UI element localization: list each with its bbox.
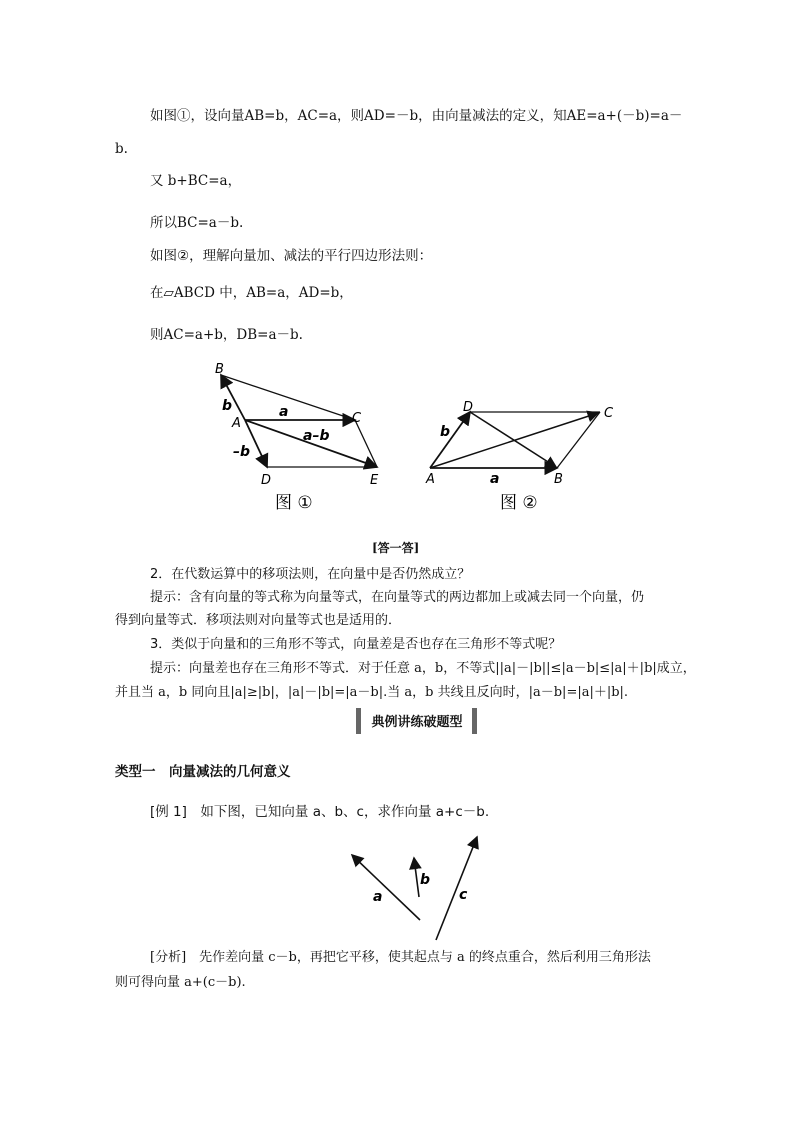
- vector-b: [414, 858, 419, 897]
- label-a: a: [373, 889, 383, 905]
- paragraph-abcd: 在▱ABCD 中，AB=a，AD=b，: [150, 285, 353, 301]
- label-a: a: [279, 404, 289, 420]
- label-b: b: [420, 872, 431, 888]
- caption-fig1: 图 ①: [275, 493, 313, 513]
- paragraph-fig1-intro-cont: b.: [115, 141, 128, 157]
- label-b: b: [222, 398, 233, 414]
- segment-bc: [557, 412, 600, 468]
- point-C: C: [604, 406, 614, 421]
- type-heading: 类型一 向量减法的几何意义: [115, 764, 291, 780]
- point-C: C: [352, 411, 362, 426]
- paragraph-so-bc: 所以BC=a－b.: [150, 215, 244, 231]
- figure-2: [420, 395, 630, 515]
- hint-3-line2: 并且当 a，b 同向且|a|≥|b|，|a|－|b|=|a－b|.当 a，b 共线且反向时，|a－b|=|a|＋|b|.: [115, 685, 629, 700]
- banner-right-bar: [472, 708, 477, 734]
- point-B: B: [554, 472, 563, 487]
- point-D: D: [463, 400, 474, 415]
- hint-2-line1: 提示：含有向量的等式称为向量等式，在向量等式的两边都加上或减去同一个向量，仍: [150, 590, 645, 605]
- paragraph-bc-eq: 又 b+BC=a，: [150, 173, 242, 189]
- figure-1: [205, 360, 395, 515]
- vector-c: [436, 837, 477, 940]
- paragraph-fig2-intro: 如图②，理解向量加、减法的平行四边形法则：: [150, 248, 433, 264]
- figure-3: [340, 825, 500, 945]
- point-B: B: [215, 362, 224, 377]
- analysis-line2: 则可得向量 a+(c－b).: [115, 975, 246, 990]
- label-a: a: [490, 471, 500, 487]
- section-banner: [356, 708, 477, 734]
- vector-a: [352, 855, 420, 920]
- vector-b-ad: [430, 412, 470, 468]
- example-1: [例 1] 如下图，已知向量 a、b、c，求作向量 a+c－b.: [150, 804, 490, 820]
- answer-tag: [答一答]: [372, 541, 420, 555]
- point-A: A: [232, 416, 241, 431]
- hint-3-line1: 提示：向量差也存在三角形不等式．对于任意 a，b，不等式||a|－|b||≤|a－b|≤|a|＋|b|成立，: [150, 661, 696, 676]
- question-3: 3．类似于向量和的三角形不等式，向量差是否也存在三角形不等式呢？: [150, 637, 562, 652]
- hint-2-line2: 得到向量等式．移项法则对向量等式也是适用的．: [115, 613, 402, 628]
- label-a-minus-b: a–b: [303, 428, 330, 444]
- point-D: D: [261, 473, 272, 488]
- point-A: A: [426, 472, 435, 487]
- vector-db: [470, 412, 556, 467]
- banner-left-bar: [356, 708, 361, 734]
- question-2: 2．在代数运算中的移项法则，在向量中是否仍然成立？: [150, 567, 471, 582]
- analysis-line1: [分析] 先作差向量 c－b，再把它平移，使其起点与 a 的终点重合，然后利用三角形法: [150, 950, 651, 965]
- banner-title: 典例讲练破题型: [371, 715, 463, 730]
- label-b: b: [440, 424, 451, 440]
- label-minus-b: –b: [233, 444, 251, 460]
- point-E: E: [370, 473, 379, 488]
- label-c: c: [459, 887, 468, 903]
- paragraph-fig1-intro: 如图①，设向量AB=b，AC=a，则AD=－b，由向量减法的定义，知AE=a+(－b)=a－: [150, 108, 683, 124]
- paragraph-ac-db: 则AC=a+b，DB=a－b.: [150, 327, 303, 343]
- caption-fig2: 图 ②: [500, 493, 538, 513]
